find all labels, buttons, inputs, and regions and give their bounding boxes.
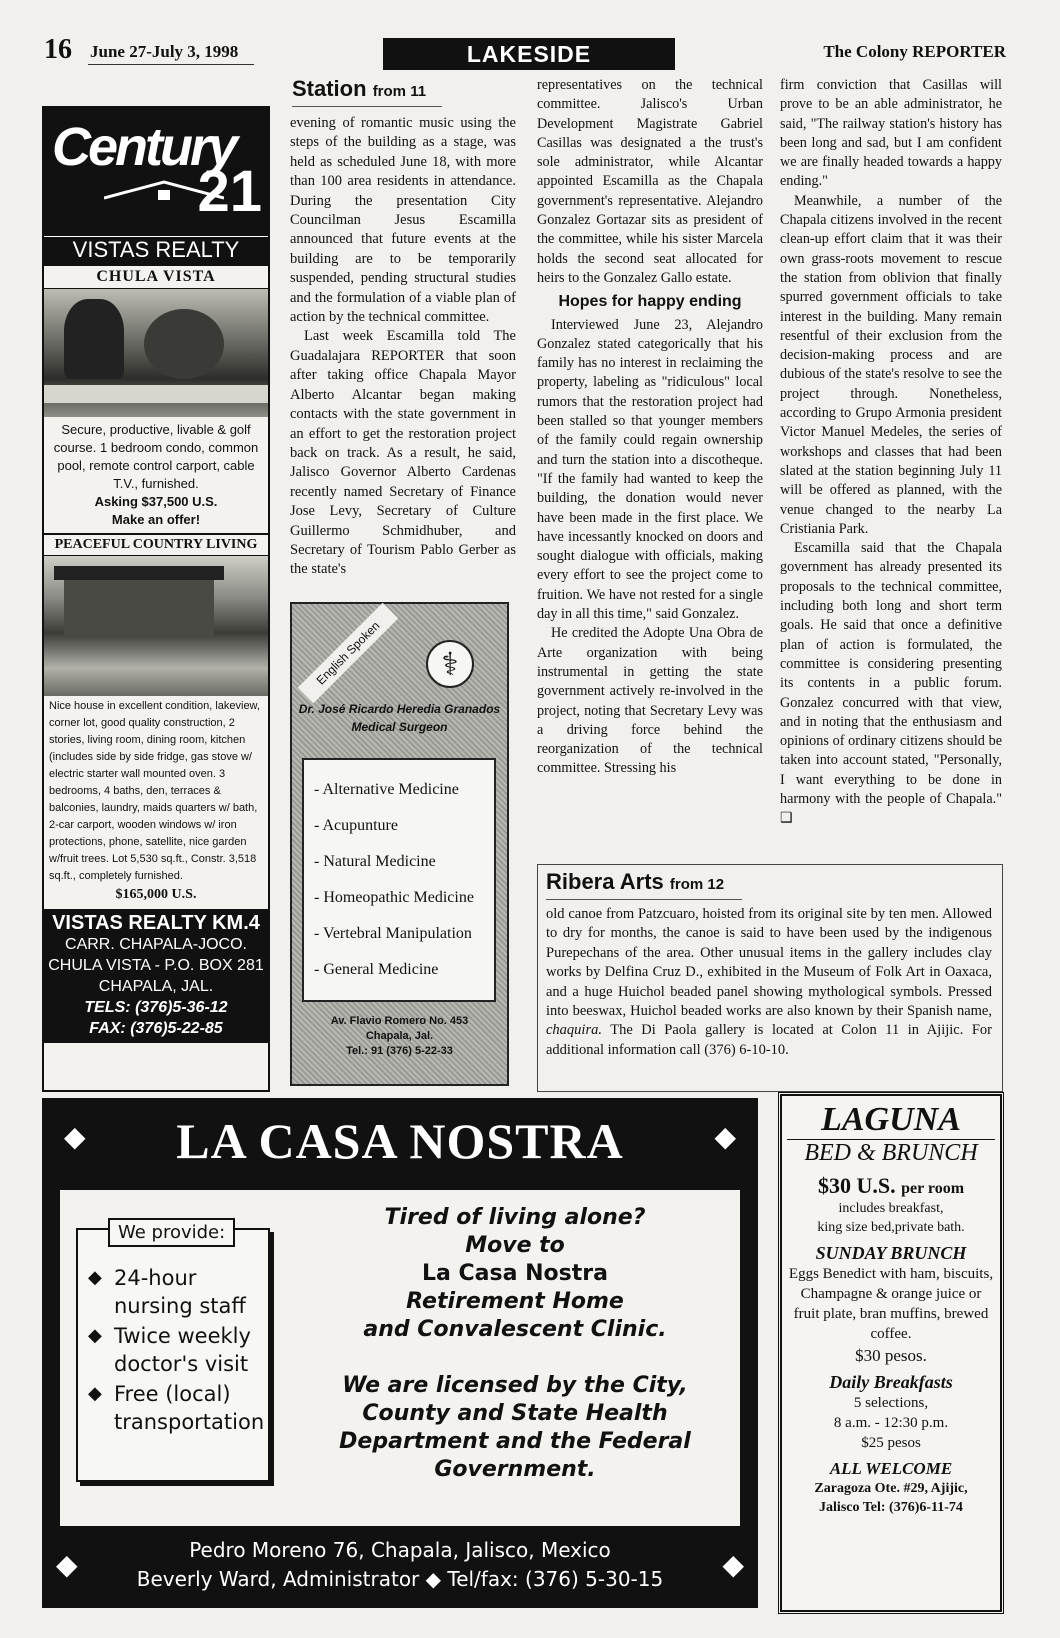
brunch-menu: Eggs Benedict with ham, biscuits, Champagne & orange juice or fruit plate, bran muffins, brewed coffee. (788, 1266, 994, 1342)
laguna-title: LAGUNA (787, 1101, 995, 1140)
service-item: ◆ Twice weekly doctor's visit (88, 1322, 260, 1378)
casa-contact: Pedro Moreno 76, Chapala, Jalisco, Mexico Beverly Ward, Administrator ◆ Tel/fax: (376) 5-30-15 (136, 1538, 664, 1591)
headline-rule (292, 106, 442, 107)
laguna-price: $30 U.S. per room (817, 1173, 965, 1198)
listing1-price: Asking $37,500 U.S. (94, 494, 218, 509)
casa-title: LA CASA NOSTRA (176, 1113, 624, 1169)
laguna-subtitle: BED & BRUNCH (804, 1140, 978, 1166)
issue-date: June 27-July 3, 1998 (90, 42, 239, 61)
casa-nostra-ad (42, 1098, 758, 1608)
station-headline: Station from 11 (292, 76, 427, 101)
caduceus-icon: ⚕ (426, 640, 474, 688)
casa-message: Tired of living alone? Move to La Casa Nostra Retirement Home and Convalescent Clinic. We are licensed by the City, County and State Health Department and the Federal Government. (339, 1205, 691, 1482)
condo-photo (44, 289, 268, 417)
listing2-text: Nice house in excellent condition, lakeview, corner lot, good quality construction, 2 stories, living room, dining room, kitchen (includes side by side fridge, gas stove w/ electric starter wall mounted oven. 3 bedrooms, 4 baths, den, terraces & balconies, laundry, maids quarters w/ bath, 2-car carport, wooden windows w/ iron protections, phone, satellite, nice garden w/fruit trees. Lot 5,530 sq.ft., Constr. 3,518 sq.ft., completely furnished. (49, 700, 260, 882)
listing1 (44, 417, 268, 533)
station-column-2: representatives on the technical committee. Jalisco's Urban Development Magistrate Gabriel Casillas was designated a the trust's sole administrator, while Alcantar appointed Escamilla as the Chapala government's representative. Alejandro Gonzalez Gortazar sits as president of the committee, while his sister Marcela holds the second seat allocated for heirs to the Gonzalez Gallo estate. Hopes for happy ending Interviewed June 23, Alejandro Gonzalez stated categorically that his family has no interest in reclaiming the property, labeling as "ridiculous" local rumors that the restoration project had been stalled so that younger members of the family could regain ownership and turn the station into a discotheque. "If the family had wanted to keep the building, the donation would never have been made in the first place. We have incessantly knocked on doors and sought dialogue with officials, making every effort to see the project come to fruition. We have not rested for a single day in all this time," said Gonzalez. He credited the Adopte Una Obra de Arte organization with being instrumental in getting the state government actively re-involved in the project, noting that Secretary Levy was a driving force behind the reorganization of the technical committee. Stressing his (537, 77, 763, 777)
brunch-price: $30 pesos. (855, 1346, 927, 1365)
services-box (76, 1222, 270, 1482)
century21-ad (42, 106, 270, 1092)
service-item: ◆ 24-hour nursing staff (88, 1264, 260, 1320)
services-heading: We provide: (108, 1218, 235, 1247)
diamond-icon: ◆ (722, 1550, 744, 1581)
page-number: 16 (44, 34, 72, 65)
service-item: ◆ Free (local) transportation (88, 1380, 260, 1436)
breakfast-price: $25 pesos (861, 1435, 921, 1451)
laguna-ad: LAGUNA BED & BRUNCH $30 U.S. per room includes breakfast, king size bed,private bath. SUNDAY BRUNCH Eggs Benedict with ham, biscuits, Champagne & orange juice or fruit plate, bran muffins, brewed coffee. $30 pesos. Daily Breakfasts 5 selections, 8 a.m. - 12:30 p.m. $25 pesos ALL WELCOME Zaragoza Ote. #29, Ajijic, Jalisco Tel: (376)6-11-74 (778, 1092, 1004, 1614)
diamond-icon: ◆ (714, 1122, 736, 1153)
ribera-headline: Ribera Arts from 12 (546, 869, 725, 894)
service-item: - Acupunture (314, 817, 398, 834)
ribera-body: old canoe from Patzcuaro, hoisted from its original site by ten men. Allowed to dry for months, the canoe is said to have been used by the indigenous Purepechans of the area. Other unusual items in the gallery includes clay works by Delfina Cruz D., exhibited in the Museum of Folk Art in Oaxaca, and a huge Huichol beaded panel showing mythological symbols. Pressed into beeswax, Huichol beaded works are also known by their Spanish name, chaquira. The Di Paola gallery is located at Colon 11 in Ajijic. For additional information call (376) 6-10-10. (546, 906, 992, 1058)
service-item: - Vertebral Manipulation (314, 925, 472, 942)
logo-wordmark: Century (52, 117, 236, 177)
listing2-price: $165,000 U.S. (115, 887, 197, 902)
diamond-icon: ◆ (56, 1550, 78, 1581)
listing1-cta: Make an offer! (111, 512, 201, 527)
casa-panel (60, 1190, 740, 1526)
station-subhead: Hopes for happy ending (558, 293, 742, 311)
section-banner: LAKESIDE (383, 38, 675, 70)
century21-logo (44, 108, 268, 236)
services-list (302, 758, 496, 1002)
doctor-name: Dr. José Ricardo Heredia Granados Medical Surgeon (298, 702, 501, 734)
listing2-title: PEACEFUL COUNTRY LIVING (44, 533, 268, 556)
header-rule (88, 64, 254, 65)
station-column-3: firm conviction that Casillas will prove to be an able administrator, he said, "The railway station's history has been long and sad, but I am confident we are finally headed towards a happy ending." Meanwhile, a number of the Chapala citizens involved in the recent clean-up effort claim that it was their own grass-roots movement to rescue the station from oblivion that finally spurred government officials to take interest in the building. Many remain resentful of their exclusion from the decision-making process and are dubious of the state's resolve to see the project through. Nonetheless, according to Grupo Armonia president Victor Manuel Medeles, the series of workshops and classes that had been slated at the station beginning July 11 will be offered as planned, with the venue changed to the nearby La Cristiania Park. Escamilla said that the Chapala government has already presented its proposals to the technical committee, including both long and short term goals. He said that once a definitive plan of action is formulated, the committee is considering presenting its contents in a public forum. Gonzalez concurred with that view, and in noting that the enthusiasm and opinions of ordinary citizens should be taken into account stated, "Personally, I want everything to be done in harmony with the people of Chapala." ❑ (780, 77, 1002, 827)
doctor-address: Av. Flavio Romero No. 453 Chapala, Jal. Tel.: 91 (376) 5-22-33 (330, 1015, 469, 1057)
location-name: CHULA VISTA (44, 266, 268, 289)
brunch-heading: SUNDAY BRUNCH (815, 1243, 967, 1263)
service-item: - Natural Medicine (314, 853, 436, 870)
ribera-arts-article (537, 864, 1003, 1092)
doctor-ad (290, 602, 509, 1086)
station-column-1: evening of romantic music using the steps of the building as a stage, was held as scheduled June 18, with more than 100 area residents in attendance. During the presentation City Councilman Jesus Escamilla announced that future events at the building are to be temporarily suspended, pending structural studies and the formulation of a viable plan of action by the technical committee. Last week Escamilla told The Guadalajara REPORTER that soon after taking office Chapala Mayor Alberto Alcantar began making contacts with the state government in an effort to get the restoration project back on track. As a result, he said, Jalisco Governor Alberto Cardenas recently named Secretary of Finance Jose Levy, Secretary of Culture Guillermo Schmidhuber, and Secretary of Tourism Pablo Gerber as the state's (290, 115, 516, 578)
diamond-icon: ◆ (64, 1122, 86, 1153)
house-photo (44, 556, 268, 696)
listing1-text: Secure, productive, livable & golf course. 1 bedroom condo, common pool, remote control carport, cable T.V., furnished. (53, 422, 259, 491)
service-item: - Homeopathic Medicine (314, 889, 474, 906)
ribera-rule (546, 899, 742, 900)
breakfast-heading: Daily Breakfasts (829, 1372, 953, 1392)
logo-number: 21 (197, 159, 262, 224)
service-item: - General Medicine (314, 961, 439, 978)
english-spoken-banner: English Spoken (298, 603, 398, 703)
publication-name: The Colony REPORTER (823, 42, 1006, 61)
agency-contact: VISTAS REALTY KM.4 CARR. CHAPALA-JOCO. CHULA VISTA - P.O. BOX 281 CHAPALA, JAL. TELS: (376)5-36-12 FAX: (376)5-22-85 (44, 909, 268, 1043)
welcome-text: ALL WELCOME (829, 1459, 953, 1478)
laguna-address: Zaragoza Ote. #29, Ajijic, (814, 1481, 968, 1496)
agency-name: VISTAS REALTY (44, 236, 268, 266)
service-item: - Alternative Medicine (314, 781, 459, 798)
